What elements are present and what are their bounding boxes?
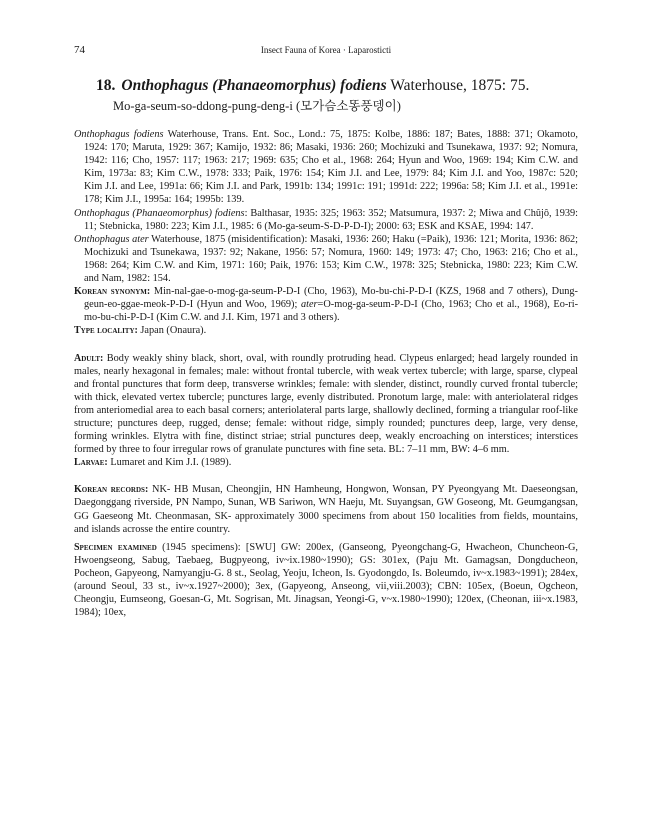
specimen-section bbox=[74, 541, 578, 620]
type-locality-section bbox=[74, 324, 578, 337]
korean-records-text: NK- HB Musan, Cheongjin, HN Hamheung, Hongwon, Wonsan, PY Pyeongyang Mt. Daeseongsan, Daegonggang riverside, PN Nampo, Sunan, WB Sariwon, WN Haeju, Mt. Suyangsan, GW Goseong, Mt. Geumgangsan, GG Gaeseong Mt. Cheonmasan, SK- approximately 3000 specimens from about 150 localities from fields, mountains, and islands acrosse the entire country. bbox=[74, 484, 578, 535]
specimen-text: (1945 specimens): [SWU] GW: 200ex, (Ganseong, Pyeongchang-G, Hwacheon, Chuncheon-G, Hwoengseong, Sabug, Taebaeg, Bugpyeong, iv~ix.1980~1990); GS: 301ex, (Paju Mt. Gamagsan, Dongducheon, Pocheon, Gapyeong, Namyangju-G. 8 st., Seolag, Yeoju, Icheon, Is. Gyodongdo, Is. Boleumdo, iv~x.1983~1991); 284ex, (around Seoul, 33 st., iv~x.1927~2000); 3ex, (Gapyeong, Anseong, vii,viii.2003); CBN: 105ex, (Boeun, Ogcheon, Cheongju, Eumseong, Goesan-G, Mt. Sogrisan, Mt. Jinagsan, Yeongi-G, v~x.1980~1990); 120ex, (Cheonan, iii~x.1983, 1984); 10ex, bbox=[74, 541, 578, 619]
synonym-name: Onthophagus ater bbox=[74, 233, 149, 245]
synonym-references: : Balthasar, 1935: 325; 1963: 352; Matsumura, 1937: 2; Miwa and Chûjô, 1939: 11; Stebnicka, 1980: 223; Kim J.I., 1985: 6 (Mo-ga-seum-S-D-P-D-I); 2000: 63; ESK and KSAE, 1994: 147. bbox=[84, 207, 578, 232]
adult-text: Body weakly shiny black, short, oval, with roundly protruding head. Clypeus enlarged; head largely rounded in males, nearly hexagonal in females; male: without frontal tubercle, with weak vertex tubercle; with large, sparse, clypeal and frontal punctures that form deep, transverse wrinkles; female: with slender, distinct, roundly curved frontal tubercle; with thick, elevated vertex tubercle; punctures large, evenly distributed. Pronotum large, male: with anteriolateral ridges from anteriomedial area to each basal corners; anteriolateral parts large, shallowly declined, forming a triangular roof-like structure; punctures deep, rugged, dense; female: without ridge, simply rounded; punctures deep, large, very dense, forming wrinkles. Elytra with fine, distinct striae; strial punctures deep, weakly encroaching on interstices; interstices formed by three to four irregular rows of granulate punctures with fine seta. BL: 7–11 mm, BW: 4–6 mm. bbox=[74, 352, 578, 456]
korean-synonym-label: Korean synonym: bbox=[74, 286, 151, 298]
synonymy-entry bbox=[74, 128, 578, 207]
larvae-section bbox=[74, 456, 578, 469]
specimen-label: Specimen examined bbox=[74, 541, 157, 553]
genus-name: Onthophagus bbox=[121, 77, 209, 94]
synonym-name: Onthophagus (Phanaeomorphus) fodiens bbox=[74, 207, 245, 219]
korean-records-section bbox=[74, 483, 578, 535]
korean-synonym-section bbox=[74, 285, 578, 324]
synonym-name: Onthophagus fodiens bbox=[74, 129, 164, 140]
type-locality-text: Japan (Onaura). bbox=[137, 325, 207, 337]
document-body bbox=[74, 128, 578, 619]
species-epithet: fodiens bbox=[340, 77, 387, 94]
species-number: 18. bbox=[96, 77, 116, 94]
species-title bbox=[96, 76, 596, 95]
korean-common-name: Mo-ga-seum-so-ddong-pung-deng-i (모가슴소똥풍뎅이) bbox=[113, 99, 401, 113]
adult-label: Adult: bbox=[74, 352, 104, 364]
synonymy-entry bbox=[74, 207, 578, 233]
page-header bbox=[74, 44, 578, 58]
synonym-references: Waterhouse, Trans. Ent. Soc., Lond.: 75, 1875: Kolbe, 1886: 187; Bates, 1888: 371; Okamoto, 1924: 170; Maruta, 1929: 367; Kamijo, 1932: 86; Masaki, 1936: 260; Mochizuki and Tsunekawa, 1937: 92; Nomura, 1942: 116; Cho, 1957: 117; 1963: 217; 1969: 635; Cho et al., 1968: 264; Hyun and Woo, 1969: 194; Kim C.W. and Kim, 1973a: 83; Kim C.W., 1978: 333; Paik, 1976: 154; Kim J.I. and Lee, 1979: 84; Kim J.I. and Yoo, 1987c: 520; Kim J.I. and Lee, 1991a: 66; Kim J.I. and Park, 1991b: 134; 1991c: 191; 1991d: 222; 1996a: 58; Kim J.I. et al., 1991e: 178; Kim J.I., 1995a: 164; 1995b: 139. bbox=[84, 129, 578, 206]
page-number: 74 bbox=[74, 44, 85, 56]
running-title: Insect Fauna of Korea · Laparosticti bbox=[260, 45, 392, 55]
korean-records-label: Korean records: bbox=[74, 484, 149, 496]
type-locality-label: Type locality: bbox=[74, 325, 138, 337]
larvae-label: Larvae: bbox=[74, 457, 108, 469]
adult-description bbox=[74, 352, 578, 457]
species-authority: Waterhouse, 1875: 75. bbox=[390, 77, 530, 94]
korean-synonym-text-b: =O-mog-ga-seum-P-D-I (Cho, 1963; Cho et al., 1968), Eo-ri-mo-bu-chi-P-D-I (Kim C.W. and J.I. Kim, 1971 and 3 others). bbox=[84, 299, 578, 324]
synonym-references: Waterhouse, 1875 (misidentification): Masaki, 1936: 260; Haku (=Paik), 1936: 121; Morita, 1936: 862; Mochizuki and Tsunekawa, 1937: 92; Nakane, 1956: 57; Nomura, 1960: 149; 1973: 47; Cho, 1963: 216; Cho et al., 1968: 264; Kim C.W. and Kim, 1971: 160; Paik, 1976: 153; Kim C.W., 1978: 325; Stebnicka, 1980: 223; Kim C.W. and Nam, 1982: 154. bbox=[84, 233, 578, 285]
subgenus-name: (Phanaeomorphus) bbox=[212, 77, 337, 94]
synonymy-entry bbox=[74, 233, 578, 285]
korean-synonym-text-a: Min-nal-gae-o-mog-ga-seum-P-D-I (Cho, 1963), Mo-bu-chi-P-D-I (KZS, 1968 and 7 others), Dung-geun-eo-ggae-meok-P-D-I (Hyun and Woo, 1969); bbox=[84, 286, 578, 311]
larvae-text: Lumaret and Kim J.I. (1989). bbox=[107, 457, 232, 469]
korean-synonym-ater: ater bbox=[300, 299, 318, 311]
